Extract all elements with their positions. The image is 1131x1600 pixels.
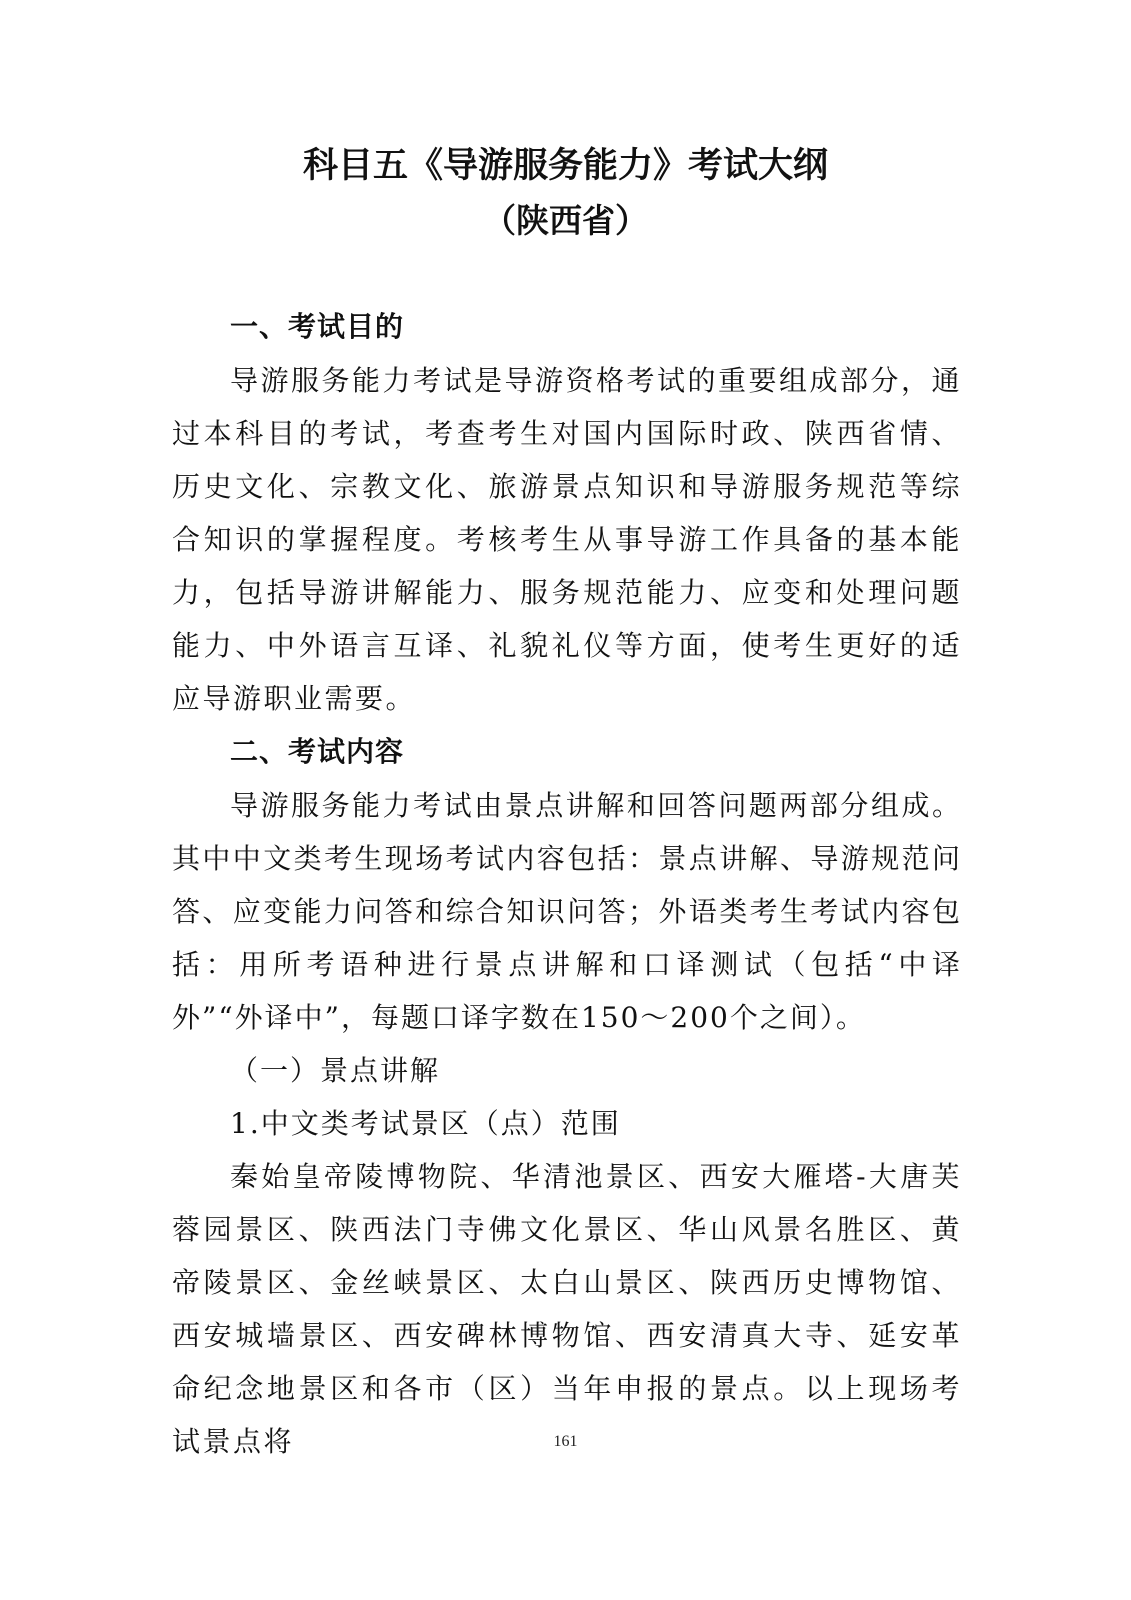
document-subtitle: （陕西省）: [483, 201, 648, 240]
page-number: 161: [553, 1433, 578, 1450]
sub-heading-scenic-explanation: （一）景点讲解: [230, 1054, 441, 1087]
item-paragraph-scenic-list: 秦始皇帝陵博物院、华清池景区、西安大雁塔-大唐芙蓉园景区、陕西法门寺佛文化景区、华山风景名胜区、黄帝陵景区、金丝峡景区、太白山景区、陕西历史博物馆、西安城墙景区、西安碑林博物馆、西安清真大寺、延安革命纪念地景区和各市（区）当年申报的景点。以上现场考试景点将: [172, 1160, 962, 1458]
document-body: [172, 300, 962, 1468]
title-block: [0, 138, 1131, 248]
section-paragraph-purpose: 导游服务能力考试是导游资格考试的重要组成部分，通过本科目的考试，考查考生对国内国际时政、陕西省情、历史文化、宗教文化、旅游景点知识和导游服务规范等综合知识的掌握程度。考核考生从事导游工作具备的基本能力，包括导游讲解能力、服务规范能力、应变和处理问题能力、中外语言互译、礼貌礼仪等方面，使考生更好的适应导游职业需要。: [172, 364, 963, 715]
item-heading-scenic-range: 1.中文类考试景区（点）范围: [230, 1107, 621, 1140]
section-heading-purpose: 一、考试目的: [230, 310, 405, 343]
section-paragraph-content: 导游服务能力考试由景点讲解和回答问题两部分组成。其中中文类考生现场考试内容包括：景点讲解、导游规范问答、应变能力问答和综合知识问答；外语类考生考试内容包括：用所考语种进行景点讲解和口译测试（包括“中译外”“外译中”，每题口译字数在150～200个之间）。: [172, 789, 962, 1034]
section-heading-content: 二、考试内容: [230, 735, 405, 768]
document-title: 科目五《导游服务能力》考试大纲: [302, 146, 828, 186]
